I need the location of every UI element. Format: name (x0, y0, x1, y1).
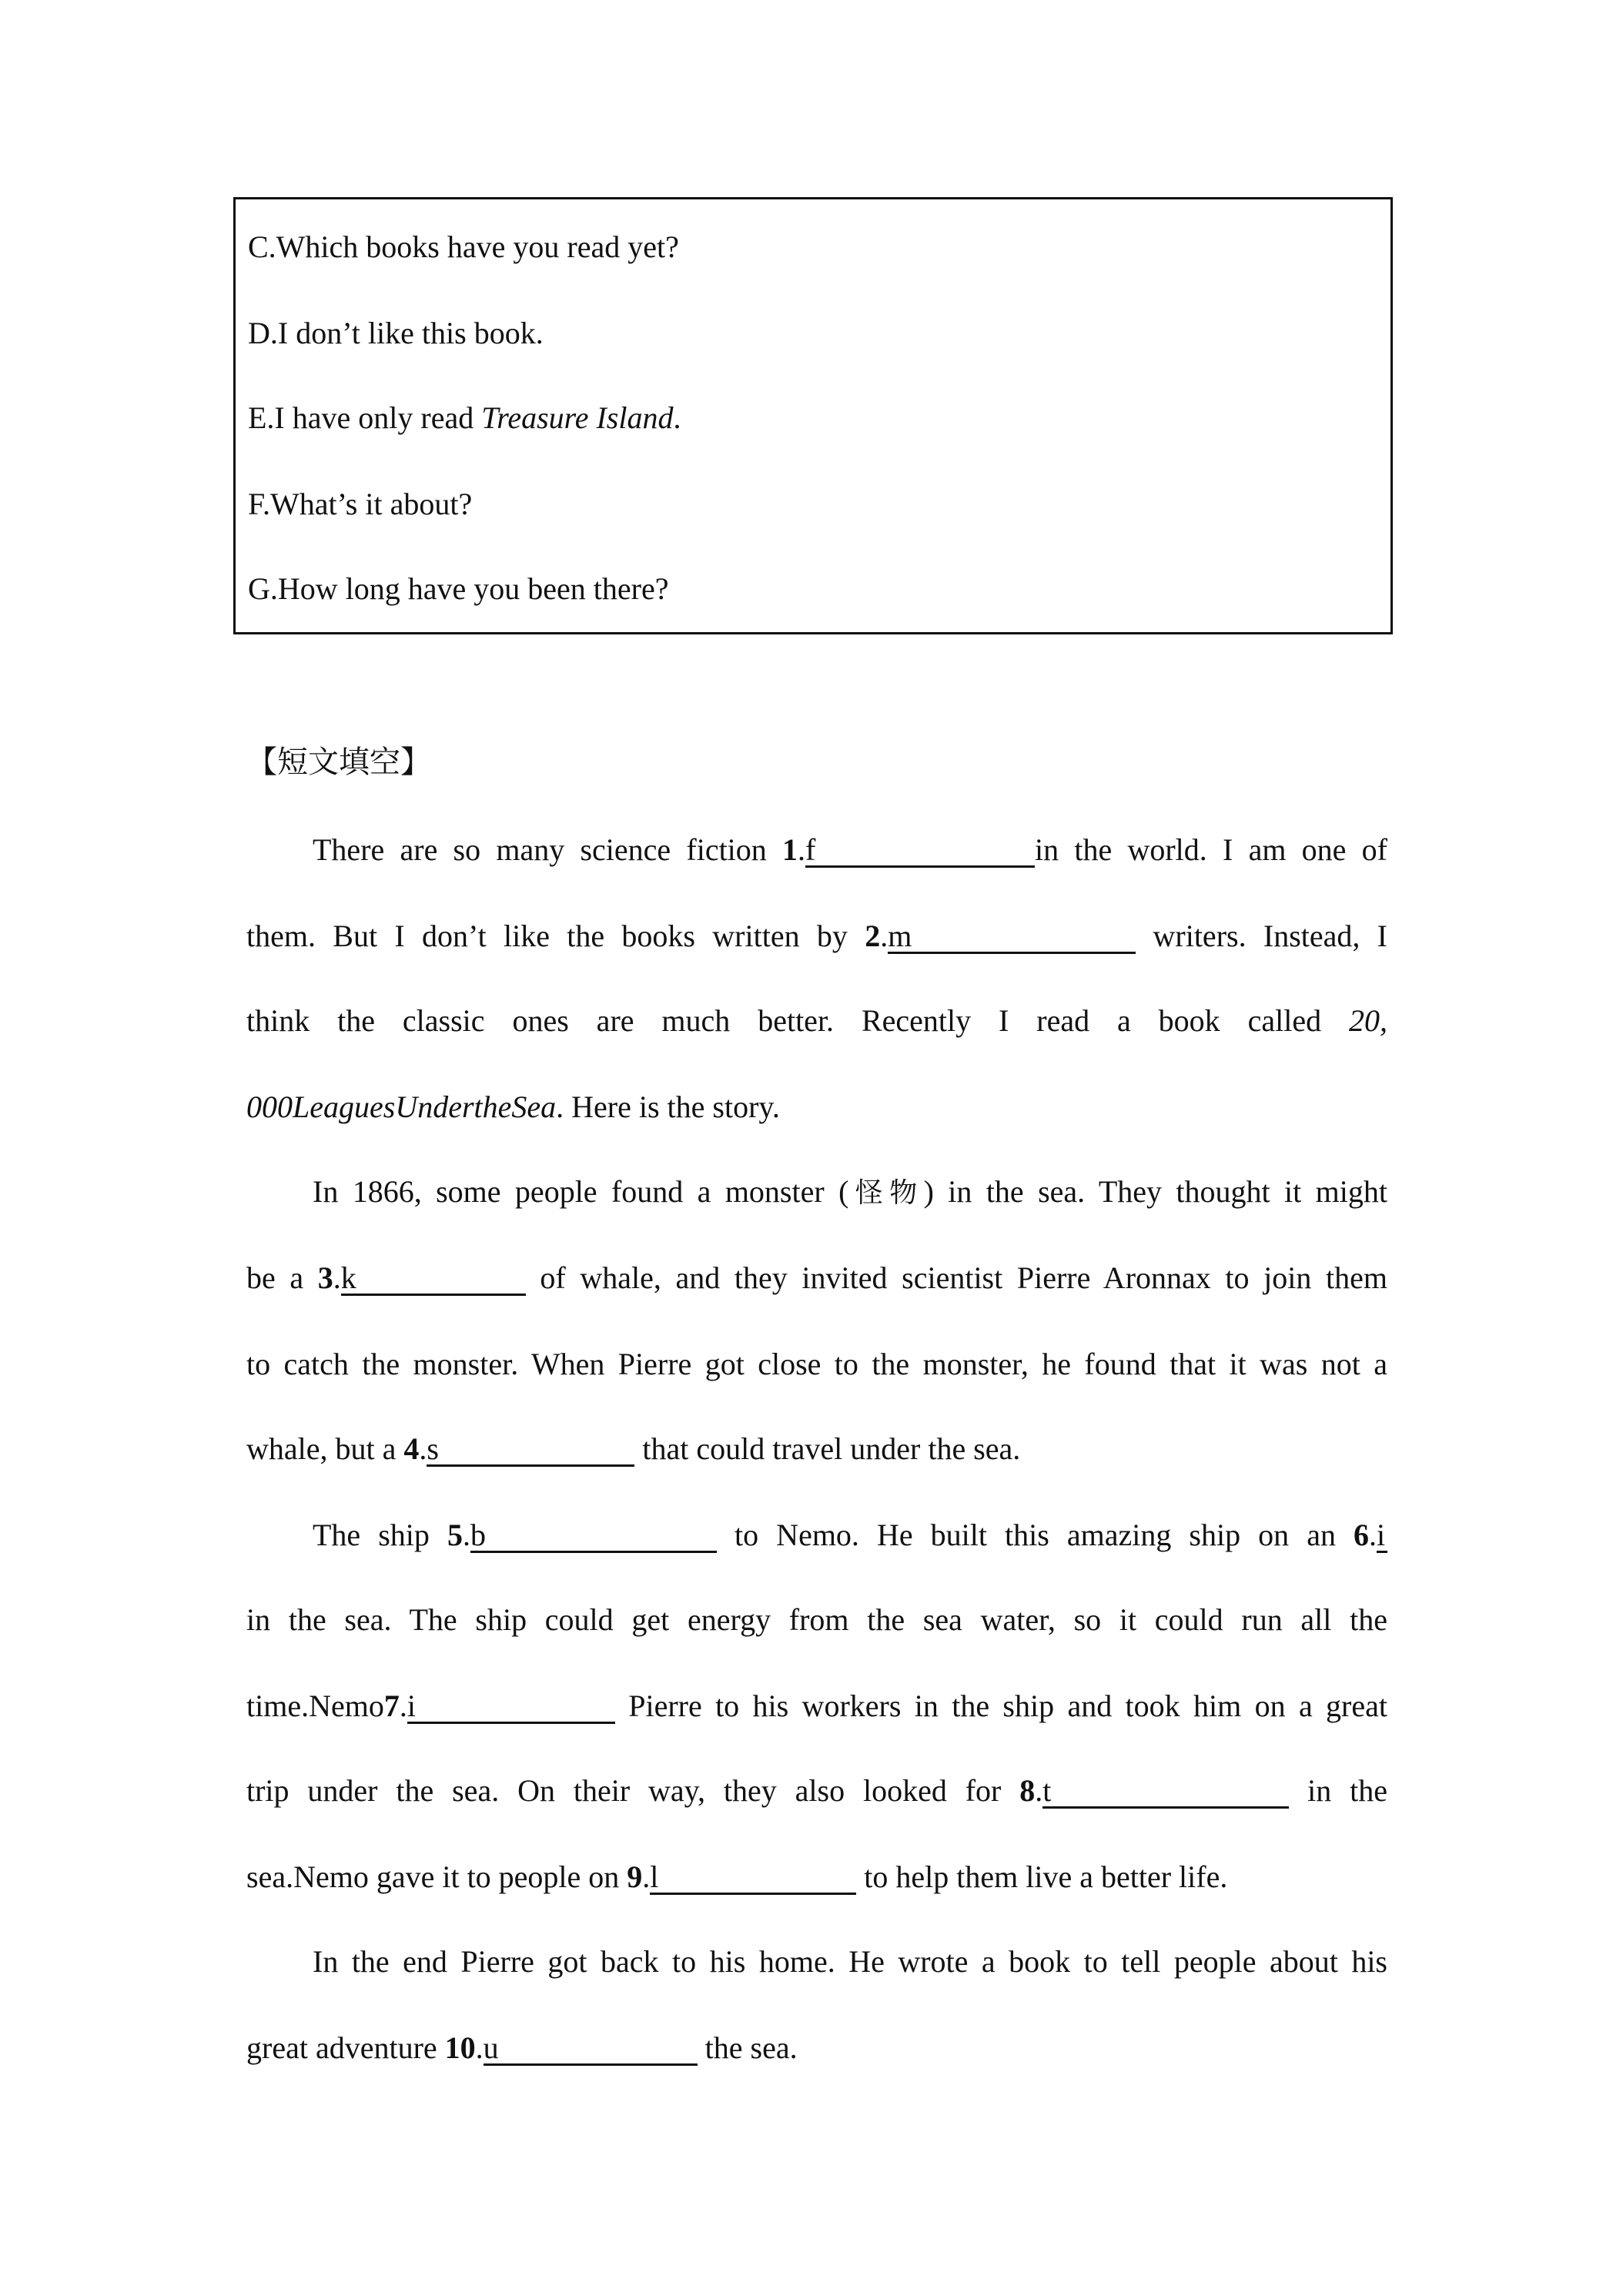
book-title-part-2: 000LeaguesUndertheSea (246, 1089, 557, 1124)
option-f: F.What’s it about? (248, 487, 473, 521)
passage-line: The ship 5.b to Nemo. He built this amazing ship on an 6.i (246, 1517, 1387, 1554)
blank-9[interactable]: l (650, 1862, 856, 1895)
passage-line: There are so many science fiction 1.f in the world. I am one of (313, 832, 1387, 867)
blank-number-8: 8 (1019, 1773, 1036, 1808)
option-e-book-title: Treasure Island (481, 400, 674, 435)
blank-number-7: 7 (383, 1689, 400, 1723)
blank-8[interactable]: t (1042, 1776, 1289, 1809)
passage-line: great adventure 10.u the sea. (246, 2030, 798, 2065)
passage-line: be a 3.k of whale, and they invited scientist Pierre Aronnax to join them (246, 1260, 1387, 1295)
passage-line: in the sea. The ship could get energy from the sea water, so it could run all the (246, 1602, 1387, 1637)
blank-7[interactable]: i (407, 1691, 615, 1724)
blank-1[interactable]: f (805, 835, 1035, 868)
passage-line: to catch the monster. When Pierre got close to the monster, he found that it was not a (246, 1347, 1387, 1381)
blank-number-1: 1 (782, 832, 798, 867)
blank-4[interactable]: s (427, 1434, 634, 1467)
blank-5[interactable]: b (470, 1520, 717, 1553)
blank-10[interactable]: u (484, 2033, 698, 2066)
passage-line: whale, but a 4.s that could travel under the sea. (246, 1431, 1021, 1466)
option-c: C.Which books have you read yet? (248, 229, 679, 264)
passage-line: time.Nemo7.i Pierre to his workers in the ship and took him on a great (246, 1689, 1387, 1723)
blank-number-3: 3 (317, 1260, 333, 1295)
blank-number-9: 9 (627, 1859, 643, 1894)
blank-number-2: 2 (865, 919, 881, 953)
option-g: G.How long have you been there? (248, 571, 669, 606)
blank-number-5: 5 (447, 1518, 463, 1552)
option-e-period: . (673, 400, 681, 435)
option-e (248, 400, 681, 437)
passage-line: In 1866, some people found a monster (怪物) in the sea. They thought it might (313, 1174, 1387, 1209)
blank-6[interactable]: i (1377, 1520, 1387, 1553)
blank-number-10: 10 (444, 2030, 476, 2065)
passage-line: In the end Pierre got back to his home. He wrote a book to tell people about his (313, 1944, 1387, 1979)
passage-line: think the classic ones are much better. Recently I read a book called 20, (246, 1003, 1387, 1038)
passage-line: 000LeaguesUndertheSea. Here is the story. (246, 1089, 780, 1124)
passage-line: them. But I don’t like the books written by 2.m writers. Instead, I (246, 919, 1387, 953)
blank-number-6: 6 (1354, 1518, 1369, 1552)
passage-line: sea.Nemo gave it to people on 9.l to help them live a better life. (246, 1859, 1228, 1894)
option-e-text: E.I have only read (248, 400, 482, 435)
option-d: D.I don’t like this book. (248, 316, 544, 350)
blank-2[interactable]: m (888, 921, 1136, 954)
book-title-part-1: 20, (1349, 1003, 1387, 1038)
answer-options-box (233, 197, 1393, 634)
section-heading: 【短文填空】 (246, 745, 431, 780)
chinese-gloss: 怪物 (848, 1177, 924, 1209)
passage-line: trip under the sea. On their way, they also looked for 8.t in the (246, 1773, 1388, 1808)
blank-number-4: 4 (403, 1431, 420, 1466)
blank-3[interactable]: k (341, 1263, 526, 1296)
